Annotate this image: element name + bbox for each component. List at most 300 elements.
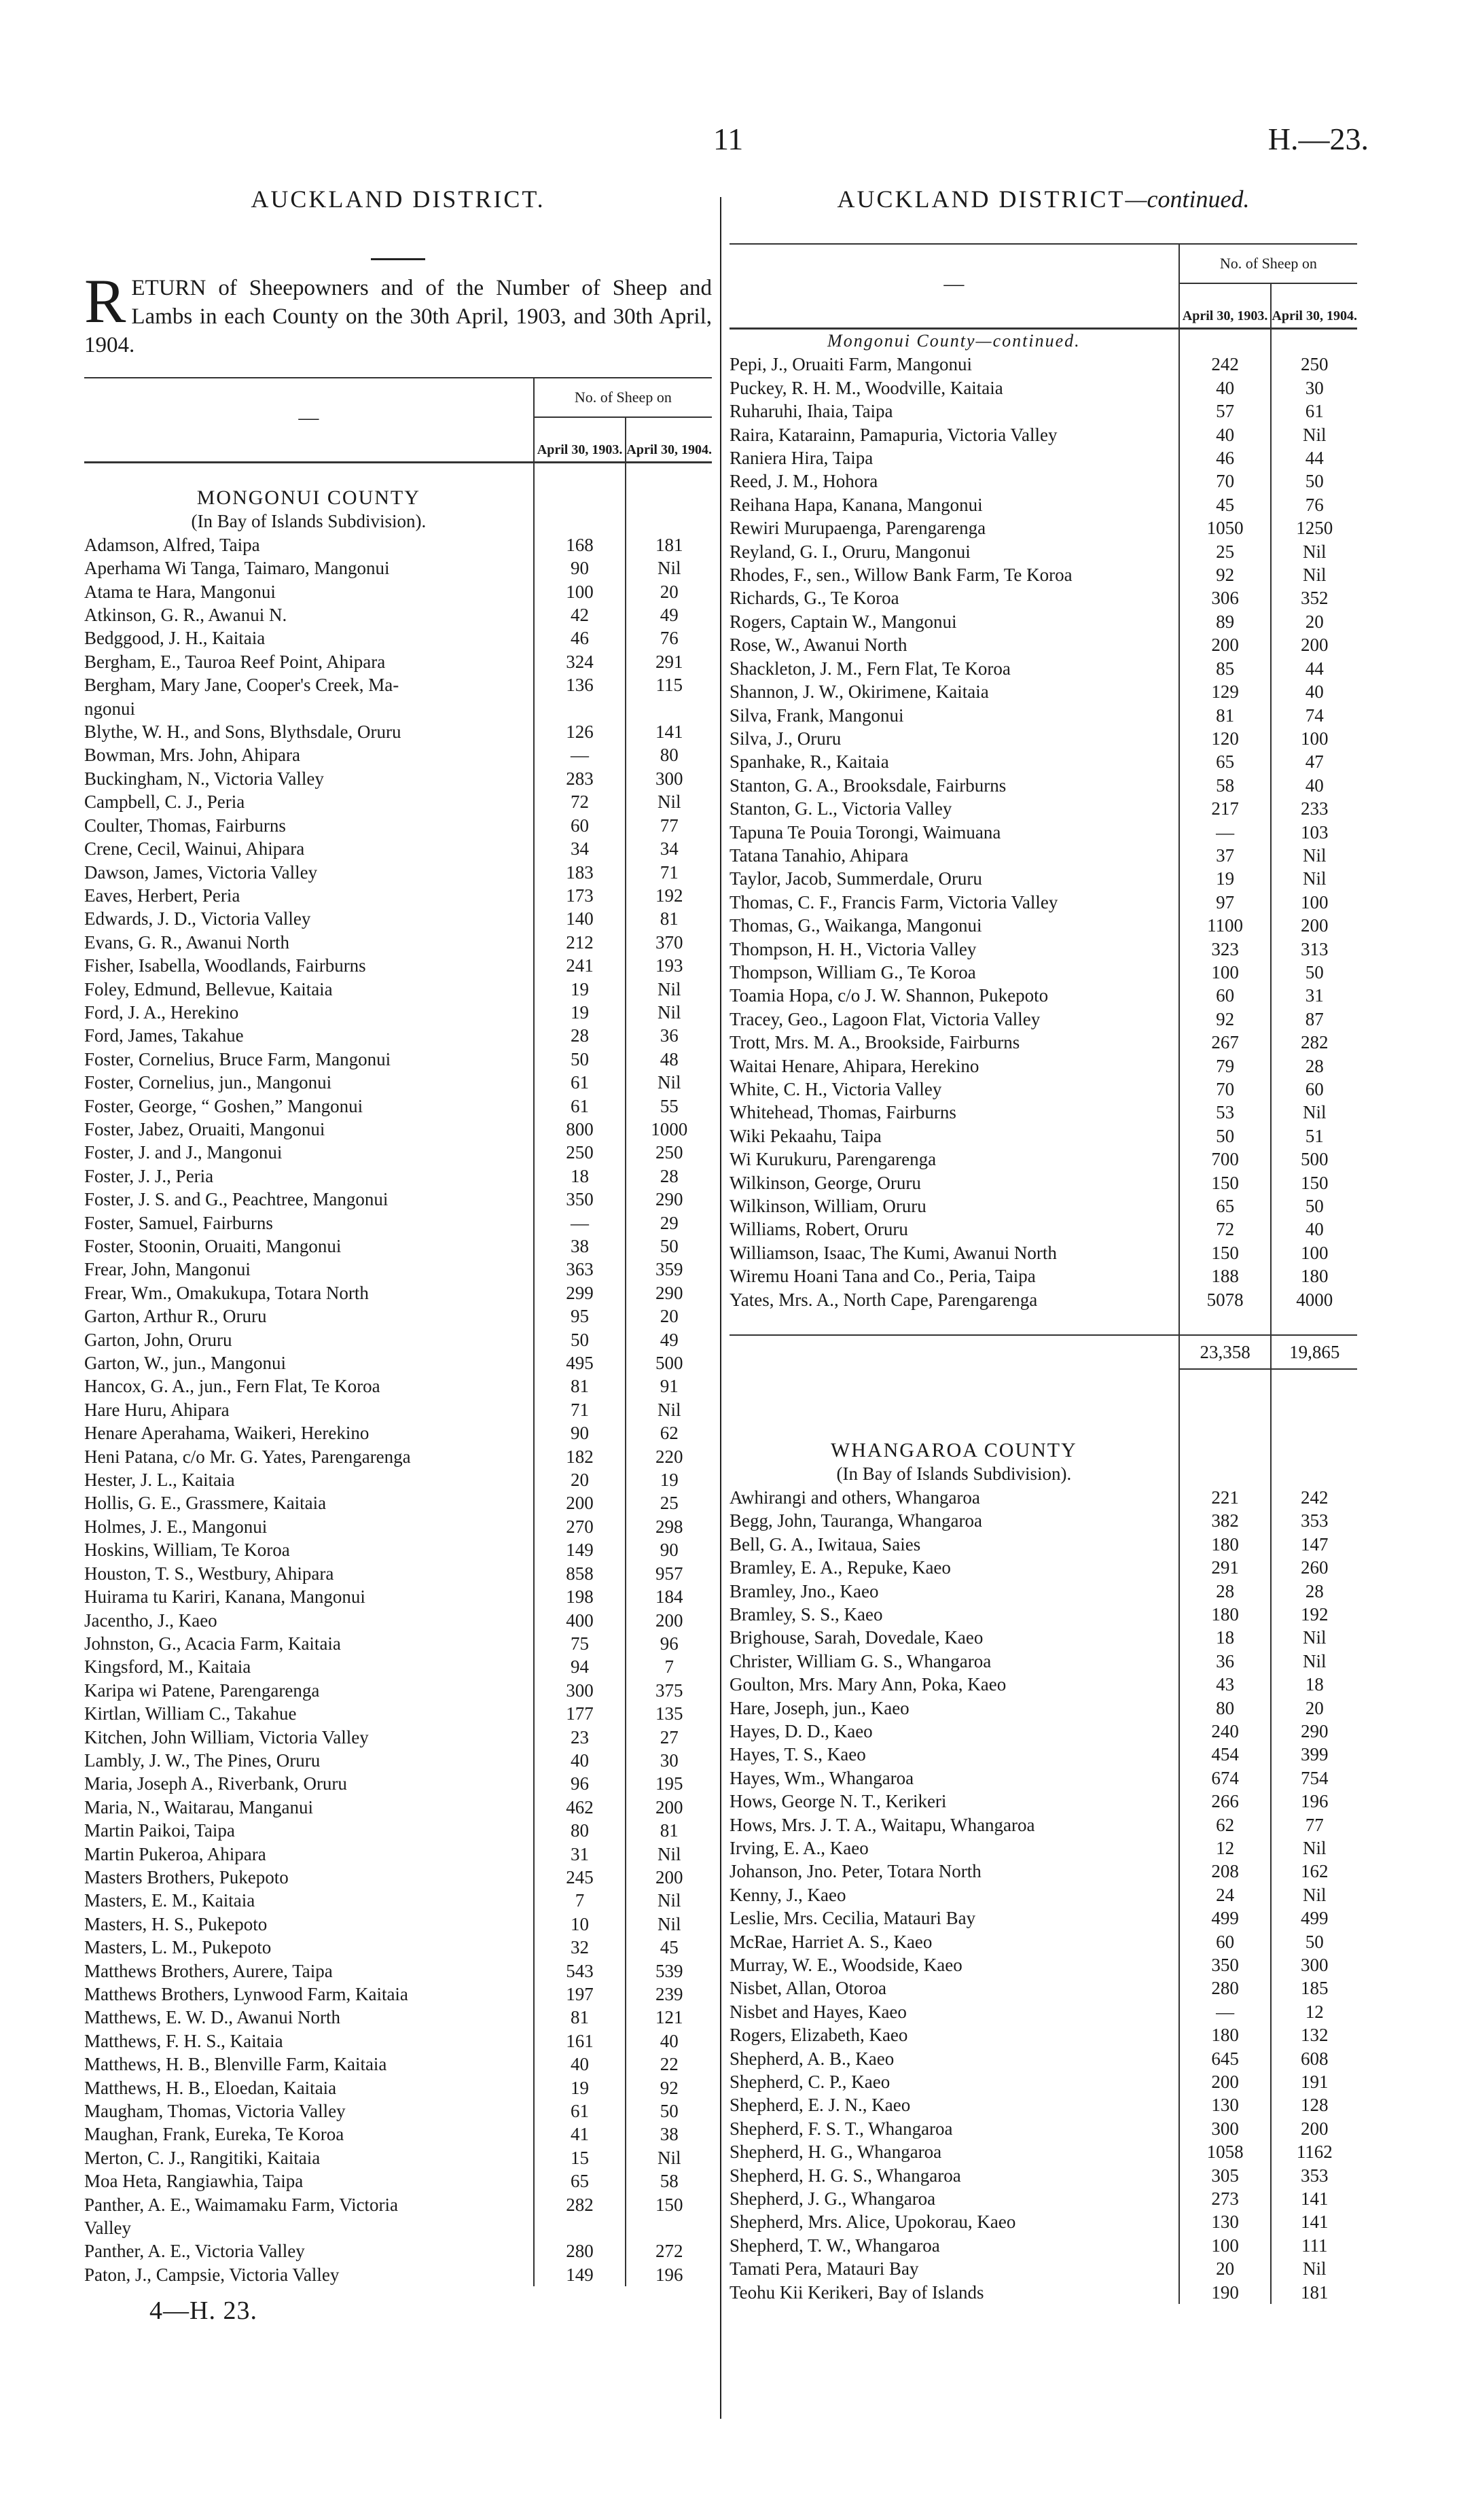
sheep-1903: 543 (534, 1959, 626, 1983)
sheep-1903: 81 (534, 2006, 626, 2029)
sheep-1903: — (534, 1211, 626, 1235)
right-return-table (730, 243, 1357, 2304)
district-title-right: AUCKLAND DISTRICT (837, 185, 1126, 213)
sheep-1904: 233 (1300, 798, 1329, 819)
owner-name-text: Crene, Cecil, Wainui, Ahipara (84, 838, 305, 859)
owner-name-text: Moa Heta, Rangiawhia, Taipa (84, 2171, 304, 2192)
sheep-1904: 150 (1300, 1172, 1329, 1193)
owner-name (730, 1603, 1179, 1626)
table-row (730, 1288, 1357, 1311)
sheep-1904: 40 (1305, 775, 1324, 796)
table-row (730, 2234, 1357, 2257)
owner-name (84, 814, 534, 837)
owner-name-text: Stanton, G. A., Brooksdale, Fairburns (730, 775, 1007, 796)
sheep-1903: 61 (534, 1095, 626, 1118)
district-title-continued (730, 185, 1357, 219)
sheep-1904: 260 (1300, 1557, 1329, 1578)
table-row (84, 1726, 712, 1749)
sheep-1903: 188 (1179, 1264, 1272, 1288)
sheep-1903: 43 (1179, 1673, 1272, 1696)
sheep-1904: 957 (655, 1563, 683, 1584)
owner-name (730, 1031, 1179, 1054)
table-row (730, 353, 1357, 376)
owner-name (84, 1609, 534, 1632)
sheep-1904: 100 (1300, 728, 1329, 749)
owner-name-text: Maughan, Frank, Eureka, Te Koroa (84, 2124, 344, 2145)
table-row (84, 884, 712, 907)
owner-name (730, 727, 1179, 750)
sheep-1903: 130 (1179, 2210, 1272, 2233)
sheep-1904: 192 (1300, 1603, 1329, 1625)
sheep-1904: Nil (1302, 1627, 1327, 1648)
sheep-1903: 150 (1179, 1241, 1272, 1264)
owner-name-text: Maria, Joseph A., Riverbank, Oruru (84, 1773, 347, 1794)
owner-name (84, 533, 534, 556)
owner-name (730, 1101, 1179, 1124)
table-row (84, 1562, 712, 1585)
sheep-1904: 34 (660, 838, 679, 859)
sheep-1903: 168 (534, 533, 626, 556)
owner-name (84, 1632, 534, 1655)
sheep-1904: 250 (1300, 354, 1329, 375)
owner-name (730, 540, 1179, 563)
left-return-table (84, 377, 712, 2286)
sheep-1904: 132 (1300, 2025, 1329, 2046)
sheep-1904: Nil (657, 1001, 681, 1023)
sheep-1904: 282 (1300, 1032, 1329, 1053)
sheep-1903: 60 (1179, 984, 1272, 1007)
owner-name (730, 1556, 1179, 1579)
owner-name-text: Houston, T. S., Westbury, Ahipara (84, 1563, 334, 1584)
sheep-1904: 27 (660, 1726, 679, 1747)
sheep-1904: 180 (1300, 1266, 1329, 1287)
owner-name (84, 1796, 534, 1819)
sheep-1903: 58 (1179, 774, 1272, 797)
owner-name-text: Jacentho, J., Kaeo (84, 1610, 217, 1631)
table-row (730, 1603, 1357, 1626)
owner-name (730, 1509, 1179, 1532)
left-column (84, 185, 712, 2326)
owner-name-text: Yates, Mrs. A., North Cape, Parengarenga (730, 1289, 1038, 1310)
sheep-1904: 539 (655, 1960, 683, 1981)
sheep-1904: 28 (1305, 1580, 1324, 1601)
owner-name-text: Kirtlan, William C., Takahue (84, 1703, 297, 1724)
table-row (84, 1001, 712, 1024)
sheep-1903: 15 (534, 2146, 626, 2169)
sheep-1903: 212 (534, 931, 626, 954)
sheep-1904: 370 (655, 931, 683, 953)
table-row (84, 1679, 712, 1702)
sheep-1904: 87 (1305, 1008, 1324, 1029)
table-row (730, 1790, 1357, 1813)
sheep-1904: 754 (1300, 1767, 1329, 1788)
sheep-1904: 30 (1305, 377, 1324, 398)
sheep-1904: Nil (1302, 424, 1327, 445)
table-row (730, 891, 1357, 914)
sheep-1903: 299 (534, 1281, 626, 1305)
owner-name-text: Foster, J. S. and G., Peachtree, Mangonui (84, 1189, 389, 1210)
owner-name (730, 1720, 1179, 1743)
owner-name (84, 1118, 534, 1141)
title-rule (371, 258, 425, 260)
sheep-1904: 291 (655, 651, 683, 672)
table-row (730, 704, 1357, 727)
table-row (730, 1976, 1357, 2000)
owner-name-text: Masters, L. M., Pukepoto (84, 1937, 272, 1958)
table-row (730, 797, 1357, 820)
owner-name (730, 423, 1179, 446)
table-row (730, 1008, 1357, 1031)
table-row (730, 446, 1357, 469)
owner-name-text: Huirama tu Kariri, Kanana, Mangonui (84, 1586, 365, 1608)
sheep-1904: 76 (1305, 494, 1324, 515)
drop-cap: R (84, 266, 126, 336)
owner-name-text: Trott, Mrs. M. A., Brookside, Fairburns (730, 1032, 1020, 1053)
owner-name (730, 961, 1179, 984)
sheep-1903: 10 (534, 1913, 626, 1936)
owner-name (730, 680, 1179, 703)
sheep-1903: 65 (1179, 750, 1272, 773)
table-row (730, 1078, 1357, 1101)
sheep-1904: 353 (1300, 1510, 1329, 1531)
table-row (730, 586, 1357, 609)
sheep-1903: 70 (1179, 469, 1272, 493)
sheep-1903: 350 (1179, 1953, 1272, 1976)
owner-name (730, 2023, 1179, 2046)
owner-name (84, 1491, 534, 1514)
owner-name (730, 1054, 1179, 1078)
table-row (730, 493, 1357, 516)
table-row (730, 1533, 1357, 1556)
owner-name-text: Teohu Kii Kerikeri, Bay of Islands (730, 2282, 984, 2303)
owner-name-text: Foster, Cornelius, jun., Mangonui (84, 1072, 332, 1093)
owner-name (730, 633, 1179, 656)
table-row (730, 400, 1357, 423)
sheep-1904: 352 (1300, 588, 1329, 609)
sheep-1903: 45 (1179, 493, 1272, 516)
sheep-1903: 46 (1179, 446, 1272, 469)
sheep-1904: 195 (655, 1773, 683, 1794)
sheep-1904: 90 (660, 1540, 679, 1561)
owner-name (730, 867, 1179, 890)
owner-name-text: Shepherd, A. B., Kaeo (730, 2048, 895, 2069)
table-row (730, 2140, 1357, 2163)
table-row (730, 1580, 1357, 1603)
sheep-1904: 28 (660, 1165, 679, 1186)
sheep-1903: 217 (1179, 797, 1272, 820)
owner-name-text: Thomas, G., Waikanga, Mangonui (730, 915, 982, 936)
owner-name-text: Hare Huru, Ahipara (84, 1399, 230, 1420)
sheep-1903: 80 (534, 1819, 626, 1842)
table-row (84, 1491, 712, 1514)
owner-name (84, 1328, 534, 1351)
owner-name (730, 469, 1179, 493)
table-row (84, 2053, 712, 2076)
table-row (730, 1650, 1357, 1673)
table-row (730, 1124, 1357, 1148)
sheep-1904: 608 (1300, 2048, 1329, 2069)
sheep-1904: 36 (660, 1025, 679, 1046)
sheep-1904: 20 (660, 581, 679, 602)
sheep-1904: 19 (660, 1470, 679, 1491)
owner-name-text: Thomas, C. F., Francis Farm, Victoria Valley (730, 891, 1058, 912)
table-row (84, 1538, 712, 1561)
owner-name (730, 1626, 1179, 1649)
sheep-1904: 1250 (1296, 518, 1333, 539)
sheep-1904: 313 (1300, 938, 1329, 959)
owner-name-text: Garton, Arthur R., Oruru (84, 1306, 267, 1327)
owner-name (730, 2187, 1179, 2210)
owner-name (84, 1538, 534, 1561)
sheep-1904: 121 (655, 2007, 683, 2028)
sheep-1904: 290 (1300, 1720, 1329, 1741)
sheep-1903: 266 (1179, 1790, 1272, 1813)
sheep-1903: 7 (534, 1889, 626, 1912)
table-row (84, 931, 712, 954)
owner-name (84, 2146, 534, 2169)
owner-name (730, 376, 1179, 400)
table-row (84, 1048, 712, 1071)
owner-name-text: Williams, Robert, Oruru (730, 1219, 908, 1240)
table-row (84, 626, 712, 650)
table-row (84, 1235, 712, 1258)
sheep-1904: 4000 (1296, 1289, 1333, 1310)
owner-name (84, 1258, 534, 1281)
owner-name-text: Tracey, Geo., Lagoon Flat, Victoria Valley (730, 1008, 1041, 1029)
owner-name (84, 2006, 534, 2029)
table-row (84, 673, 712, 696)
sheep-1903: 306 (1179, 586, 1272, 609)
table-row (84, 1398, 712, 1421)
sheep-1903: 183 (534, 861, 626, 884)
owner-name (84, 1655, 534, 1678)
sheep-1904: 193 (655, 955, 683, 976)
sheep-1903: 61 (534, 1071, 626, 1094)
owner-name (730, 1533, 1179, 1556)
owner-name (84, 556, 534, 580)
table-row (84, 1796, 712, 1819)
sheep-1904: 12 (1305, 2001, 1324, 2022)
header-col-1904: April 30, 1904. (1272, 308, 1357, 323)
owner-name-text: Williamson, Isaac, The Kumi, Awanui North (730, 1242, 1057, 1263)
sheep-1903: 81 (534, 1374, 626, 1398)
owner-name (730, 2117, 1179, 2140)
table-row (730, 633, 1357, 656)
sheep-1903: 149 (534, 2263, 626, 2286)
county-heading-row (730, 1439, 1357, 1462)
sheep-1904: 50 (1305, 1196, 1324, 1217)
table-row (730, 1486, 1357, 1509)
document-reference: H.—23. (1267, 122, 1369, 156)
table-row (84, 1609, 712, 1632)
sheep-1903: 462 (534, 1796, 626, 1819)
owner-name (84, 626, 534, 650)
owner-name-text: Lambly, J. W., The Pines, Oruru (84, 1750, 321, 1771)
owner-name (84, 1749, 534, 1772)
owner-name-text: Wi Kurukuru, Parengarenga (730, 1149, 937, 1170)
sheep-1903: 173 (534, 884, 626, 907)
owner-name-text: Eaves, Herbert, Peria (84, 885, 240, 906)
table-row (84, 1421, 712, 1444)
owner-name (84, 1866, 534, 1889)
owner-name-text: Maria, N., Waitarau, Manganui (84, 1796, 313, 1817)
owner-name-text: Heni Patana, c/o Mr. G. Yates, Parengarenga (84, 1446, 411, 1467)
owner-name (84, 580, 534, 603)
subdivision-row (730, 1462, 1357, 1485)
owner-name (84, 2263, 534, 2286)
subdivision-label: (In Bay of Islands Subdivision). (191, 511, 427, 532)
owner-name (730, 446, 1179, 469)
sheep-1904: Nil (1302, 1837, 1327, 1858)
sheep-1903: 177 (534, 1702, 626, 1725)
owner-name (730, 1860, 1179, 1883)
owner-name (730, 1171, 1179, 1194)
table-row (730, 680, 1357, 703)
header-group: No. of Sheep on (1179, 244, 1357, 283)
owner-name (84, 1889, 534, 1912)
sheep-1904: Nil (657, 1399, 681, 1420)
sheep-1903: 50 (1179, 1124, 1272, 1148)
owner-name-text: Nisbet, Allan, Otoroa (730, 1978, 886, 1999)
sheep-1904: 20 (660, 1306, 679, 1327)
spacer-row (730, 1311, 1357, 1335)
sheep-1904: 74 (1305, 705, 1324, 726)
sheep-1903: 60 (1179, 1930, 1272, 1953)
owner-name-text: Shannon, J. W., Okirimene, Kaitaia (730, 681, 989, 703)
owner-name (730, 1813, 1179, 1836)
sheep-1904: 141 (655, 722, 683, 743)
table-row (84, 2123, 712, 2146)
sheep-1904: 181 (1300, 2282, 1329, 2303)
sheep-1904: 47 (1305, 751, 1324, 773)
sheep-1903: 270 (534, 1515, 626, 1538)
owner-name (730, 2281, 1179, 2304)
sheep-1903: 100 (1179, 2234, 1272, 2257)
table-row (730, 867, 1357, 890)
sheep-1903: 38 (534, 1235, 626, 1258)
owner-name-text: Matthews, H. B., Eloedan, Kaitaia (84, 2077, 337, 2098)
sheep-1904: 50 (1305, 961, 1324, 982)
owner-name-text: Hare, Joseph, jun., Kaeo (730, 1697, 910, 1718)
owner-name (730, 1124, 1179, 1148)
owner-name-text: Awhirangi and others, Whangaroa (730, 1487, 980, 1508)
table-row (730, 516, 1357, 539)
owner-name-text: Foster, J. and J., Mangonui (84, 1142, 283, 1163)
sheep-1904: 7 (664, 1656, 674, 1678)
table-row (84, 907, 712, 930)
sheep-1904: 71 (660, 862, 679, 883)
table-row (730, 1860, 1357, 1883)
table-row (84, 1141, 712, 1164)
table-row (730, 1264, 1357, 1288)
sheep-1904: 45 (660, 1937, 679, 1958)
owner-name (84, 1188, 534, 1211)
owner-name (84, 1351, 534, 1374)
table-row (84, 1445, 712, 1468)
owner-name-text: Begg, John, Tauranga, Whangaroa (730, 1510, 983, 1531)
owner-name-text: Whitehead, Thomas, Fairburns (730, 1102, 956, 1123)
sheep-1903: 200 (1179, 633, 1272, 656)
sheep-1903: 72 (534, 790, 626, 813)
table-row (84, 2076, 712, 2099)
owner-name-text: Hayes, D. D., Kaeo (730, 1720, 873, 1741)
owner-name-text: Evans, G. R., Awanui North (84, 931, 289, 953)
owner-name-text: Merton, C. J., Rangitiki, Kaitaia (84, 2147, 321, 2168)
sheep-1903: 700 (1179, 1148, 1272, 1171)
owner-name (730, 1264, 1179, 1288)
owner-name-text: Rogers, Captain W., Mangonui (730, 611, 957, 632)
sheep-1904: 250 (655, 1142, 683, 1163)
owner-name-text: Shepherd, T. W., Whangaroa (730, 2235, 940, 2256)
table-row (84, 2263, 712, 2286)
sheep-1904: 141 (1300, 2212, 1329, 2233)
sheep-1903: 382 (1179, 1509, 1272, 1532)
owner-name (730, 1953, 1179, 1976)
sheep-1903: 161 (534, 2029, 626, 2053)
intro-paragraph (84, 266, 712, 359)
owner-name-text: Raniera Hira, Taipa (730, 448, 874, 469)
sheep-1904: 200 (1300, 635, 1329, 656)
owner-name (730, 353, 1179, 376)
sheep-1904: 196 (1300, 1791, 1329, 1812)
owner-name (84, 1959, 534, 1983)
owner-name (730, 1836, 1179, 1860)
owner-name (84, 697, 534, 720)
county-total-row (730, 1335, 1357, 1369)
owner-name-text: Maugham, Thomas, Victoria Valley (84, 2101, 346, 2122)
table-row (84, 861, 712, 884)
table-row (84, 1585, 712, 1608)
sheep-1903: 20 (534, 1468, 626, 1491)
sheep-1904: 220 (655, 1446, 683, 1467)
sheep-1904: Nil (657, 2147, 681, 2168)
table-row (730, 1906, 1357, 1930)
table-row (84, 2193, 712, 2216)
sheep-1903: 19 (1179, 867, 1272, 890)
sheep-1903: 23 (534, 1726, 626, 1749)
table-row (730, 727, 1357, 750)
owner-name-text: Wiremu Hoani Tana and Co., Peria, Taipa (730, 1266, 1036, 1287)
sheep-1904: 135 (655, 1703, 683, 1724)
owner-name (84, 1374, 534, 1398)
owner-name-text: Frear, John, Mangonui (84, 1259, 251, 1280)
sheep-1903: 57 (1179, 400, 1272, 423)
owner-name (730, 1218, 1179, 1241)
owner-name-text: Ford, J. A., Herekino (84, 1001, 239, 1023)
owner-name (730, 774, 1179, 797)
owner-name (84, 2123, 534, 2146)
owner-name-text: Shackleton, J. M., Fern Flat, Te Koroa (730, 658, 1011, 679)
sheep-1903: 80 (1179, 1697, 1272, 1720)
sheep-1904: 200 (1300, 2118, 1329, 2139)
sheep-1903: 190 (1179, 2281, 1272, 2304)
sheep-1903: 53 (1179, 1101, 1272, 1124)
sheep-1903: 200 (534, 1491, 626, 1514)
owner-name (84, 1772, 534, 1795)
page-footer: 4—H. 23. (149, 2296, 257, 2326)
table-row (84, 1165, 712, 1188)
sheep-1904: 100 (1300, 1242, 1329, 1263)
owner-name-text: Raira, Katarainn, Pamapuria, Victoria Valley (730, 424, 1058, 445)
owner-name-text: Paton, J., Campsie, Victoria Valley (84, 2264, 340, 2285)
table-row (84, 603, 712, 626)
owner-name-text: Garton, John, Oruru (84, 1329, 232, 1350)
sheep-1904: 290 (655, 1282, 683, 1303)
table-row (730, 1626, 1357, 1649)
owner-name-text: Bedggood, J. H., Kaitaia (84, 628, 266, 649)
sheep-1903: 100 (534, 580, 626, 603)
owner-name (84, 1679, 534, 1702)
